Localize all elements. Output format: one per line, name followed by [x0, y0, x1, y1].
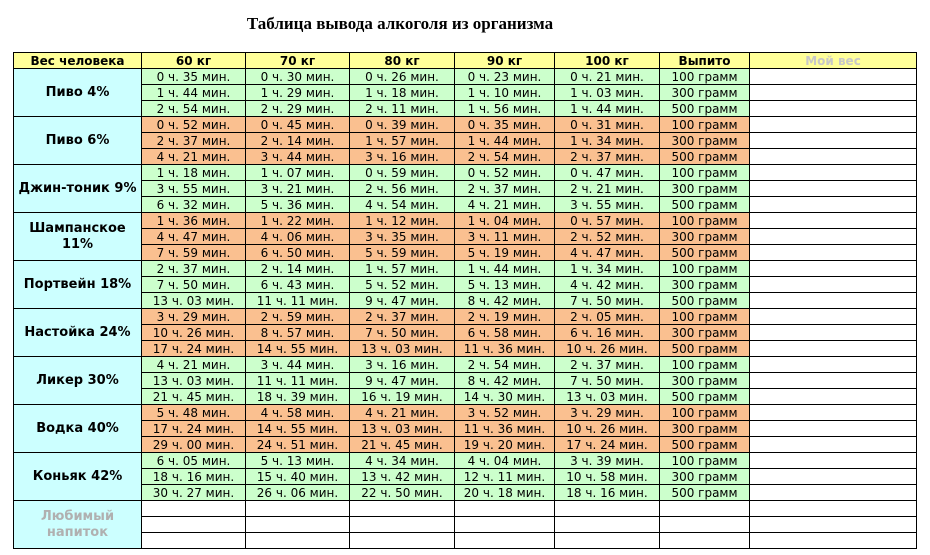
time-cell: 2 ч. 29 мин. — [246, 101, 350, 117]
time-cell: 4 ч. 06 мин. — [246, 229, 350, 245]
time-cell: 0 ч. 47 мин. — [555, 165, 660, 181]
table-row — [14, 309, 917, 325]
time-cell: 4 ч. 21 мин. — [350, 405, 455, 421]
my-weight-cell[interactable] — [750, 149, 917, 165]
my-weight-cell[interactable] — [750, 453, 917, 469]
amount-cell: 500 грамм — [660, 437, 750, 453]
amount-cell: 500 грамм — [660, 341, 750, 357]
time-cell: 14 ч. 55 мин. — [246, 341, 350, 357]
time-cell: 13 ч. 03 мин. — [142, 293, 246, 309]
favorite-empty-cell[interactable] — [350, 501, 455, 517]
drink-name-cell: Пиво 4% — [14, 69, 142, 117]
my-weight-cell[interactable] — [750, 229, 917, 245]
time-cell: 11 ч. 36 мин. — [455, 421, 555, 437]
time-cell: 1 ч. 56 мин. — [455, 101, 555, 117]
time-cell: 0 ч. 31 мин. — [555, 117, 660, 133]
time-cell: 1 ч. 22 мин. — [246, 213, 350, 229]
time-cell: 4 ч. 04 мин. — [455, 453, 555, 469]
time-cell: 14 ч. 55 мин. — [246, 421, 350, 437]
time-cell: 5 ч. 13 мин. — [246, 453, 350, 469]
favorite-empty-cell[interactable] — [350, 517, 455, 533]
favorite-empty-cell[interactable] — [455, 533, 555, 549]
my-weight-cell[interactable] — [750, 69, 917, 85]
favorite-empty-cell[interactable] — [455, 517, 555, 533]
time-cell: 5 ч. 59 мин. — [350, 245, 455, 261]
amount-cell: 300 грамм — [660, 85, 750, 101]
my-weight-cell[interactable] — [750, 117, 917, 133]
time-cell: 22 ч. 50 мин. — [350, 485, 455, 501]
time-cell: 4 ч. 34 мин. — [350, 453, 455, 469]
table-body — [14, 69, 917, 549]
favorite-empty-cell[interactable] — [350, 533, 455, 549]
time-cell: 3 ч. 29 мин. — [555, 405, 660, 421]
time-cell: 2 ч. 05 мин. — [555, 309, 660, 325]
amount-cell: 500 грамм — [660, 101, 750, 117]
time-cell: 1 ч. 07 мин. — [246, 165, 350, 181]
drink-name-cell: Портвейн 18% — [14, 261, 142, 309]
table-row — [14, 325, 917, 341]
time-cell: 2 ч. 37 мин. — [142, 133, 246, 149]
time-cell: 3 ч. 16 мин. — [350, 149, 455, 165]
amount-cell: 100 грамм — [660, 261, 750, 277]
my-weight-cell[interactable] — [750, 437, 917, 453]
table-row — [14, 293, 917, 309]
drink-name-cell: Коньяк 42% — [14, 453, 142, 501]
time-cell: 8 ч. 42 мин. — [455, 373, 555, 389]
time-cell: 1 ч. 57 мин. — [350, 133, 455, 149]
time-cell: 4 ч. 21 мин. — [142, 149, 246, 165]
table-row — [14, 341, 917, 357]
time-cell: 13 ч. 03 мин. — [142, 373, 246, 389]
my-weight-cell[interactable] — [750, 181, 917, 197]
time-cell: 17 ч. 24 мин. — [142, 341, 246, 357]
time-cell: 18 ч. 16 мин. — [555, 485, 660, 501]
time-cell: 10 ч. 26 мин. — [142, 325, 246, 341]
time-cell: 4 ч. 54 мин. — [350, 197, 455, 213]
table-row — [14, 469, 917, 485]
time-cell: 6 ч. 32 мин. — [142, 197, 246, 213]
time-cell: 2 ч. 54 мин. — [455, 149, 555, 165]
time-cell: 1 ч. 57 мин. — [350, 261, 455, 277]
time-cell: 0 ч. 21 мин. — [555, 69, 660, 85]
drink-name-cell: Настойка 24% — [14, 309, 142, 357]
time-cell: 0 ч. 59 мин. — [350, 165, 455, 181]
favorite-empty-cell[interactable] — [246, 517, 350, 533]
header-60kg: 60 кг — [142, 53, 246, 69]
time-cell: 2 ч. 37 мин. — [142, 261, 246, 277]
favorite-row — [14, 501, 917, 517]
my-weight-cell[interactable] — [750, 197, 917, 213]
time-cell: 10 ч. 26 мин. — [555, 341, 660, 357]
time-cell: 4 ч. 21 мин. — [455, 197, 555, 213]
time-cell: 1 ч. 36 мин. — [142, 213, 246, 229]
time-cell: 9 ч. 47 мин. — [350, 373, 455, 389]
time-cell: 2 ч. 52 мин. — [555, 229, 660, 245]
time-cell: 2 ч. 54 мин. — [455, 357, 555, 373]
time-cell: 3 ч. 55 мин. — [142, 181, 246, 197]
amount-cell: 100 грамм — [660, 357, 750, 373]
time-cell: 5 ч. 13 мин. — [455, 277, 555, 293]
my-weight-cell[interactable] — [750, 85, 917, 101]
time-cell: 2 ч. 56 мин. — [350, 181, 455, 197]
amount-cell: 100 грамм — [660, 165, 750, 181]
time-cell: 11 ч. 11 мин. — [246, 293, 350, 309]
favorite-empty-cell[interactable] — [660, 501, 750, 517]
favorite-empty-cell[interactable] — [750, 517, 917, 533]
time-cell: 15 ч. 40 мин. — [246, 469, 350, 485]
amount-cell: 500 грамм — [660, 389, 750, 405]
time-cell: 30 ч. 27 мин. — [142, 485, 246, 501]
time-cell: 0 ч. 30 мин. — [246, 69, 350, 85]
amount-cell: 300 грамм — [660, 373, 750, 389]
favorite-empty-cell[interactable] — [660, 517, 750, 533]
time-cell: 2 ч. 21 мин. — [555, 181, 660, 197]
favorite-empty-cell[interactable] — [555, 501, 660, 517]
favorite-empty-cell[interactable] — [555, 533, 660, 549]
drink-name-cell: Пиво 6% — [14, 117, 142, 165]
table-row — [14, 405, 917, 421]
header-drunk: Выпито — [660, 53, 750, 69]
time-cell: 17 ч. 24 мин. — [142, 421, 246, 437]
alcohol-table — [13, 52, 917, 549]
my-weight-cell[interactable] — [750, 277, 917, 293]
time-cell: 2 ч. 11 мин. — [350, 101, 455, 117]
my-weight-cell[interactable] — [750, 245, 917, 261]
amount-cell: 500 грамм — [660, 293, 750, 309]
time-cell: 21 ч. 45 мин. — [142, 389, 246, 405]
time-cell: 1 ч. 18 мин. — [350, 85, 455, 101]
my-weight-cell[interactable] — [750, 293, 917, 309]
time-cell: 0 ч. 52 мин. — [142, 117, 246, 133]
time-cell: 7 ч. 50 мин. — [142, 277, 246, 293]
time-cell: 3 ч. 55 мин. — [555, 197, 660, 213]
time-cell: 5 ч. 48 мин. — [142, 405, 246, 421]
time-cell: 3 ч. 21 мин. — [246, 181, 350, 197]
header-row — [14, 53, 917, 69]
my-weight-cell[interactable] — [750, 341, 917, 357]
time-cell: 17 ч. 24 мин. — [555, 437, 660, 453]
amount-cell: 500 грамм — [660, 197, 750, 213]
my-weight-cell[interactable] — [750, 133, 917, 149]
time-cell: 4 ч. 47 мин. — [555, 245, 660, 261]
time-cell: 0 ч. 52 мин. — [455, 165, 555, 181]
time-cell: 0 ч. 26 мин. — [350, 69, 455, 85]
time-cell: 10 ч. 26 мин. — [555, 421, 660, 437]
amount-cell: 300 грамм — [660, 133, 750, 149]
time-cell: 5 ч. 52 мин. — [350, 277, 455, 293]
time-cell: 2 ч. 19 мин. — [455, 309, 555, 325]
my-weight-cell[interactable] — [750, 485, 917, 501]
time-cell: 2 ч. 37 мин. — [350, 309, 455, 325]
time-cell: 10 ч. 58 мин. — [555, 469, 660, 485]
time-cell: 4 ч. 47 мин. — [142, 229, 246, 245]
time-cell: 5 ч. 36 мин. — [246, 197, 350, 213]
time-cell: 1 ч. 03 мин. — [555, 85, 660, 101]
time-cell: 1 ч. 18 мин. — [142, 165, 246, 181]
time-cell: 3 ч. 11 мин. — [455, 229, 555, 245]
amount-cell: 300 грамм — [660, 421, 750, 437]
header-90kg: 90 кг — [455, 53, 555, 69]
drink-name-cell: Водка 40% — [14, 405, 142, 453]
time-cell: 6 ч. 05 мин. — [142, 453, 246, 469]
time-cell: 0 ч. 57 мин. — [555, 213, 660, 229]
drink-name-cell: Ликер 30% — [14, 357, 142, 405]
my-weight-cell[interactable] — [750, 405, 917, 421]
table-row — [14, 181, 917, 197]
header-100kg: 100 кг — [555, 53, 660, 69]
table-row — [14, 485, 917, 501]
amount-cell: 500 грамм — [660, 485, 750, 501]
time-cell: 2 ч. 14 мин. — [246, 133, 350, 149]
time-cell: 3 ч. 39 мин. — [555, 453, 660, 469]
time-cell: 6 ч. 16 мин. — [555, 325, 660, 341]
table-row — [14, 101, 917, 117]
time-cell: 9 ч. 47 мин. — [350, 293, 455, 309]
amount-cell: 300 грамм — [660, 469, 750, 485]
table-row — [14, 421, 917, 437]
time-cell: 2 ч. 37 мин. — [555, 149, 660, 165]
table-row — [14, 245, 917, 261]
time-cell: 29 ч. 00 мин. — [142, 437, 246, 453]
time-cell: 7 ч. 59 мин. — [142, 245, 246, 261]
time-cell: 3 ч. 44 мин. — [246, 149, 350, 165]
time-cell: 7 ч. 50 мин. — [555, 293, 660, 309]
time-cell: 14 ч. 30 мин. — [455, 389, 555, 405]
favorite-empty-cell[interactable] — [246, 501, 350, 517]
time-cell: 13 ч. 03 мин. — [350, 421, 455, 437]
table-row — [14, 85, 917, 101]
time-cell: 2 ч. 37 мин. — [555, 357, 660, 373]
my-weight-cell[interactable] — [750, 309, 917, 325]
favorite-empty-cell[interactable] — [555, 517, 660, 533]
time-cell: 0 ч. 39 мин. — [350, 117, 455, 133]
time-cell: 2 ч. 37 мин. — [455, 181, 555, 197]
amount-cell: 500 грамм — [660, 149, 750, 165]
amount-cell: 100 грамм — [660, 213, 750, 229]
time-cell: 2 ч. 59 мин. — [246, 309, 350, 325]
time-cell: 11 ч. 36 мин. — [455, 341, 555, 357]
favorite-empty-cell[interactable] — [142, 533, 246, 549]
favorite-empty-cell[interactable] — [660, 533, 750, 549]
time-cell: 19 ч. 20 мин. — [455, 437, 555, 453]
time-cell: 3 ч. 35 мин. — [350, 229, 455, 245]
time-cell: 3 ч. 44 мин. — [246, 357, 350, 373]
my-weight-cell[interactable] — [750, 165, 917, 181]
amount-cell: 100 грамм — [660, 309, 750, 325]
my-weight-cell[interactable] — [750, 357, 917, 373]
time-cell: 26 ч. 06 мин. — [246, 485, 350, 501]
time-cell: 8 ч. 42 мин. — [455, 293, 555, 309]
table-row — [14, 373, 917, 389]
time-cell: 4 ч. 42 мин. — [555, 277, 660, 293]
favorite-empty-cell[interactable] — [750, 533, 917, 549]
time-cell: 24 ч. 51 мин. — [246, 437, 350, 453]
time-cell: 0 ч. 35 мин. — [142, 69, 246, 85]
time-cell: 3 ч. 52 мин. — [455, 405, 555, 421]
time-cell: 1 ч. 44 мин. — [455, 261, 555, 277]
time-cell: 2 ч. 54 мин. — [142, 101, 246, 117]
header-70kg: 70 кг — [246, 53, 350, 69]
favorite-empty-cell[interactable] — [750, 501, 917, 517]
time-cell: 0 ч. 23 мин. — [455, 69, 555, 85]
page-title: Таблица вывода алкоголя из организма — [246, 14, 554, 33]
time-cell: 13 ч. 42 мин. — [350, 469, 455, 485]
time-cell: 6 ч. 43 мин. — [246, 277, 350, 293]
my-weight-cell[interactable] — [750, 261, 917, 277]
table-row — [14, 69, 917, 85]
time-cell: 3 ч. 29 мин. — [142, 309, 246, 325]
amount-cell: 300 грамм — [660, 277, 750, 293]
time-cell: 11 ч. 11 мин. — [246, 373, 350, 389]
time-cell: 4 ч. 58 мин. — [246, 405, 350, 421]
favorite-row — [14, 533, 917, 549]
table-row — [14, 133, 917, 149]
time-cell: 13 ч. 03 мин. — [555, 389, 660, 405]
my-weight-cell[interactable] — [750, 389, 917, 405]
time-cell: 1 ч. 34 мин. — [555, 261, 660, 277]
table-row — [14, 357, 917, 373]
table-row — [14, 229, 917, 245]
time-cell: 6 ч. 50 мин. — [246, 245, 350, 261]
time-cell: 16 ч. 19 мин. — [350, 389, 455, 405]
table-row — [14, 261, 917, 277]
time-cell: 12 ч. 11 мин. — [455, 469, 555, 485]
amount-cell: 300 грамм — [660, 325, 750, 341]
my-weight-cell[interactable] — [750, 421, 917, 437]
amount-cell: 300 грамм — [660, 181, 750, 197]
time-cell: 0 ч. 35 мин. — [455, 117, 555, 133]
time-cell: 8 ч. 57 мин. — [246, 325, 350, 341]
time-cell: 1 ч. 10 мин. — [455, 85, 555, 101]
time-cell: 18 ч. 39 мин. — [246, 389, 350, 405]
drink-name-cell: Джин-тоник 9% — [14, 165, 142, 213]
time-cell: 5 ч. 19 мин. — [455, 245, 555, 261]
time-cell: 13 ч. 03 мин. — [350, 341, 455, 357]
time-cell: 1 ч. 12 мин. — [350, 213, 455, 229]
time-cell: 7 ч. 50 мин. — [555, 373, 660, 389]
table-row — [14, 453, 917, 469]
my-weight-cell[interactable] — [750, 101, 917, 117]
my-weight-cell[interactable] — [750, 373, 917, 389]
time-cell: 1 ч. 44 мин. — [555, 101, 660, 117]
amount-cell: 100 грамм — [660, 117, 750, 133]
table-row — [14, 437, 917, 453]
favorite-empty-cell[interactable] — [142, 517, 246, 533]
time-cell: 20 ч. 18 мин. — [455, 485, 555, 501]
time-cell: 4 ч. 21 мин. — [142, 357, 246, 373]
time-cell: 21 ч. 45 мин. — [350, 437, 455, 453]
time-cell: 1 ч. 44 мин. — [455, 133, 555, 149]
header-weight-label: Вес человека — [14, 53, 142, 69]
table-row — [14, 213, 917, 229]
drink-name-cell: Шампанское 11% — [14, 213, 142, 261]
amount-cell: 500 грамм — [660, 245, 750, 261]
time-cell: 7 ч. 50 мин. — [350, 325, 455, 341]
header-80kg: 80 кг — [350, 53, 455, 69]
time-cell: 3 ч. 16 мин. — [350, 357, 455, 373]
my-weight-cell[interactable] — [750, 325, 917, 341]
time-cell: 0 ч. 45 мин. — [246, 117, 350, 133]
time-cell: 1 ч. 34 мин. — [555, 133, 660, 149]
time-cell: 6 ч. 58 мин. — [455, 325, 555, 341]
favorite-empty-cell[interactable] — [246, 533, 350, 549]
time-cell: 1 ч. 04 мин. — [455, 213, 555, 229]
my-weight-cell[interactable] — [750, 469, 917, 485]
table-row — [14, 149, 917, 165]
amount-cell: 100 грамм — [660, 405, 750, 421]
table-row — [14, 197, 917, 213]
my-weight-cell[interactable] — [750, 213, 917, 229]
table-row — [14, 165, 917, 181]
amount-cell: 100 грамм — [660, 453, 750, 469]
table-row — [14, 389, 917, 405]
favorite-drink-cell[interactable]: Любимый напиток — [14, 501, 142, 549]
amount-cell: 300 грамм — [660, 229, 750, 245]
header-my-weight: Мой вес — [750, 53, 917, 69]
amount-cell: 100 грамм — [660, 69, 750, 85]
time-cell: 18 ч. 16 мин. — [142, 469, 246, 485]
favorite-empty-cell[interactable] — [455, 501, 555, 517]
time-cell: 2 ч. 14 мин. — [246, 261, 350, 277]
favorite-empty-cell[interactable] — [142, 501, 246, 517]
favorite-row — [14, 517, 917, 533]
time-cell: 1 ч. 44 мин. — [142, 85, 246, 101]
time-cell: 1 ч. 29 мин. — [246, 85, 350, 101]
table-row — [14, 277, 917, 293]
table-row — [14, 117, 917, 133]
